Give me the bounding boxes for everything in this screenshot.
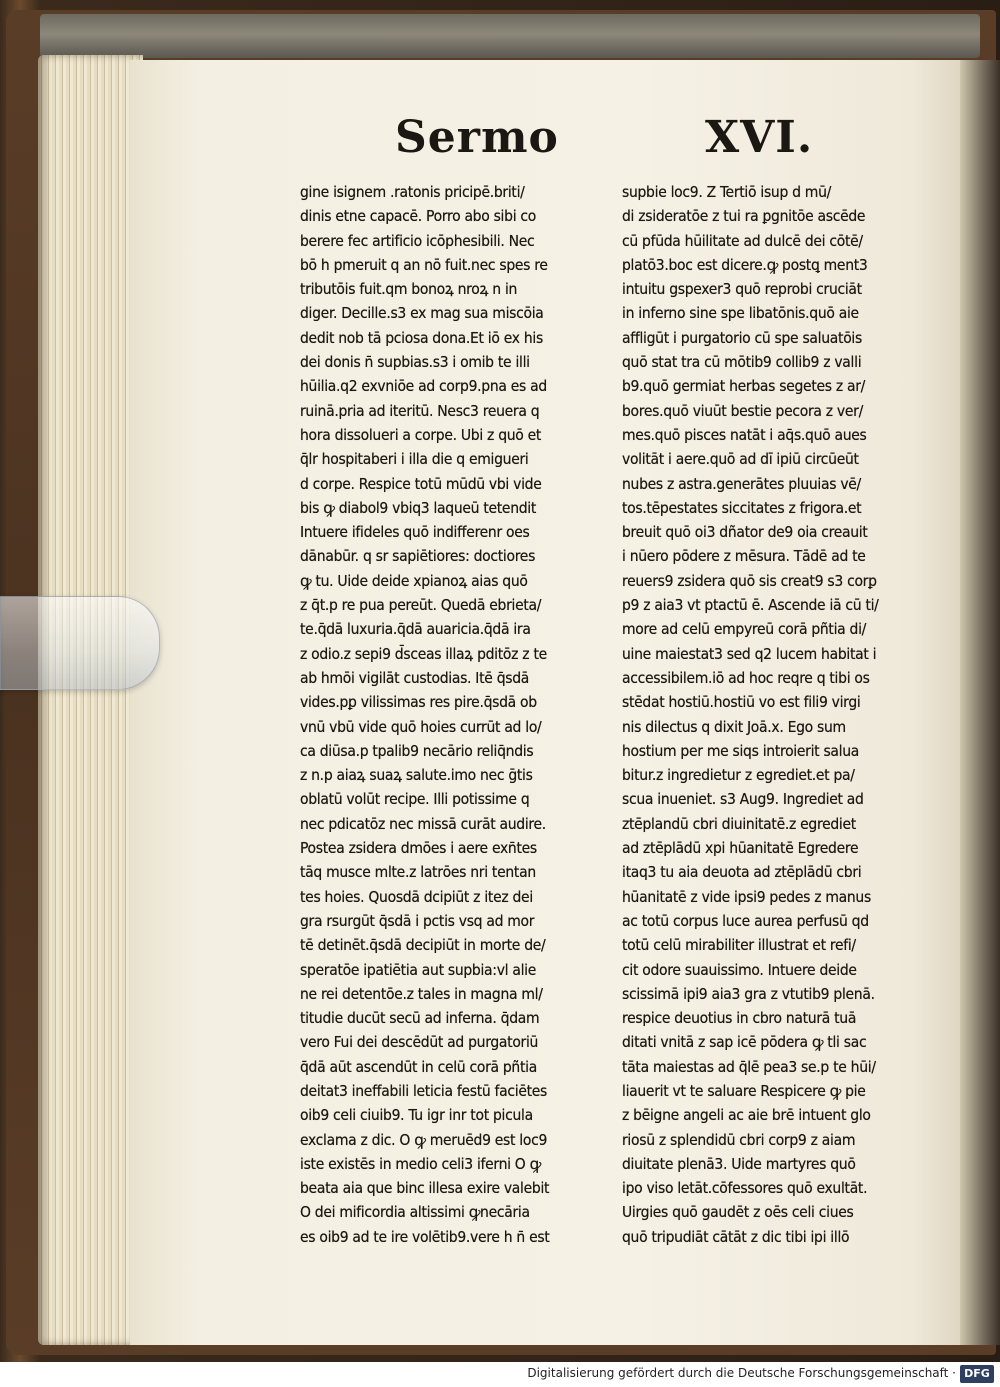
text-line: totū celū mirabiliter illustrat et refi/ — [622, 936, 856, 955]
text-line: berere fec artificio icōphesibili. Nec — [300, 231, 535, 250]
text-line: dinis etne capacē. Porro abo sibi co — [300, 207, 536, 226]
text-line: b9.quō germiat herbas segetes z ar/ — [622, 377, 866, 396]
text-line: bores.quō viuūt bestie pecora z ver/ — [622, 401, 863, 420]
text-line: vides.pꝑ vilissimas res pire.q̄sdā ob — [300, 693, 537, 712]
text-line: accessibilem.iō ad hoc reqre q tibi os — [622, 668, 870, 687]
heading-number: XVI. — [705, 112, 814, 163]
text-line: i nūero pōdere z mēsura. Tādē ad te — [622, 547, 866, 566]
text-line: oblatū volūt recipe. Illi potissime q — [300, 790, 530, 809]
text-line: dei donis n̄ supbias.s3 i omib te illi — [300, 353, 530, 372]
text-line: nubes z astra.generātes pluuias vē/ — [622, 474, 861, 493]
text-line: gra rsurgūt q̄sdā i pctis vsq ad mor — [300, 911, 535, 930]
text-line: intuitu gspexer3 quō reprobi cruciāt — [622, 280, 862, 299]
text-line: O dei mificordia altissimi ꝙnecāria — [300, 1203, 530, 1222]
text-line: ne rei detentōe.z tales in magna ml/ — [300, 984, 543, 1003]
text-line: bō h pmeruit q an nō fuit.nec spes re — [300, 255, 548, 274]
text-line: ca diūsa.p tpalib9 necārio reliq̄ndis — [300, 741, 534, 760]
text-line: q̄lr hospitaberi i illa die q emigueri — [300, 450, 529, 469]
text-line: z bēigne angeli ac aie brē intuent glo — [622, 1106, 871, 1125]
text-column-left — [300, 180, 600, 1249]
text-line: mes.quō pisces natāt i aq̄s.quō aues — [622, 425, 867, 444]
text-line: speratōe ipatiētia aut supbia:vl alie — [300, 960, 537, 979]
text-line: scua inueniet. s3 Aug9. Ingrediet ad — [622, 790, 864, 809]
text-line: hostium per me siqs introierit salua — [622, 741, 860, 760]
text-line: bis ꝙ diabol9 vbiq3 laqueū tetendit — [300, 498, 537, 517]
text-line: z odio.z sepi9 d̄sceas illaꝝ pditōz z te — [300, 644, 547, 663]
text-line: cū pfūda hūilitate ad dulcē dei cōtē/ — [622, 231, 863, 250]
text-line: dedit nob tā pciosa dona.Et iō ex his — [300, 328, 543, 347]
text-line: liauerit vt te saluare Respicere ꝙ pie — [622, 1081, 866, 1100]
page-gutter — [960, 60, 1000, 1345]
text-line: nis dilectus q dixit Joā.x. Ego sum — [622, 717, 846, 736]
text-line: ab hmōi vigilāt custodias. Itē q̄sdā — [300, 668, 530, 687]
text-line: hūanitatē z vide ipsi9 pedes z manus — [622, 887, 871, 906]
text-line: ac totū corpus luce aurea perfusū qd — [622, 911, 869, 930]
text-line: ipo viso letāt.cōfessores quō exultāt. — [622, 1179, 868, 1198]
text-line: quō stat tra cū mōtib9 collib9 z valli — [622, 353, 862, 372]
text-line: ad ztēplādū xpi hūanitatē Egredere — [622, 839, 859, 858]
book-clip — [0, 596, 160, 690]
text-line: in inferno sine spe libatōnis.quō aie — [622, 304, 859, 323]
text-line: stēdat hostiū.hostiū vo est fili9 virgi — [622, 693, 861, 712]
text-line: vnū vbū vide quō hoies currūt ad lo/ — [300, 717, 542, 736]
text-line: z n.p aiaꝝ suaꝝ salute.imo nec ḡtis — [300, 766, 533, 785]
text-line: tāq musce mlte.z latrōes nri tentan — [300, 863, 536, 882]
text-line: vero Fui dei descēdūt ad purgatoriū — [300, 1033, 539, 1052]
text-line: Intuere ifideles quō indifferenr oes — [300, 523, 530, 542]
text-line: tos.tēpestates siccitates z frigora.et — [622, 498, 862, 517]
text-line: Postea zsidera dmōes i aere exn̄tes — [300, 839, 537, 858]
text-line: exclama z dic. O ꝙ meruēd9 est loc9 — [300, 1130, 548, 1149]
text-line: more ad celū empyreū corā pñtia di/ — [622, 620, 867, 639]
page-stack-edges — [38, 55, 143, 1345]
text-line: gine isignem .ratonis pricipē.briti/ — [300, 183, 525, 201]
text-line: di zsideratōe z tui ra ꝑgnitōe ascēde — [622, 207, 866, 226]
text-line: respice deuotius in cbro naturā tuā — [622, 1009, 857, 1028]
page-heading — [395, 112, 815, 172]
text-line: ruinā.pria ad iteritū. Nesc3 reuera q — [300, 401, 540, 420]
text-line: bitur.z ingredietur z egrediet.et pa/ — [622, 766, 855, 785]
text-line: deitat3 ineffabili leticia festū faciētes — [300, 1081, 548, 1100]
footer-bar — [0, 1362, 1000, 1387]
text-line: ztēplandū cbri diuinitatē.z egrediet — [622, 814, 856, 833]
text-line: reuers9 zsidera quō sis creat9 s3 corꝑ — [622, 571, 877, 590]
text-column-right — [622, 180, 922, 1249]
text-line: iste existēs in medio celi3 iferni O ꝙ — [300, 1154, 541, 1173]
text-line: dānabūr. q sr sapiētiores: doctiores — [300, 547, 536, 566]
text-line: affligūt i purgatorio cū spe saluatōis — [622, 328, 862, 347]
text-line: titudie ducūt secū ad inferna. q̄dam — [300, 1009, 540, 1028]
text-line: ditati vnitā z sap icē pōdera ꝙ tli sac — [622, 1033, 867, 1052]
text-line: nec pdicatōz nec missā curāt audire. — [300, 814, 546, 833]
dfg-logo: DFG — [960, 1365, 994, 1383]
text-line: ꝙ tu. Uide deide xpianoꝝ aias quō — [300, 571, 528, 590]
text-line: diger. Decille.s3 ex mag sua miscōia — [300, 304, 544, 323]
text-line: diuitate plenā3. Uide martyres quō — [622, 1154, 856, 1173]
text-line: tributōis fuit.qm bonoꝝ nroꝝ n in — [300, 280, 518, 299]
text-line: z q̄t.p re pua pereūt. Quedā ebrieta/ — [300, 596, 542, 615]
text-line: cit odore suauissimo. Intuere deide — [622, 960, 857, 979]
text-line: tes hoies. Quosdā dcipiūt z itez dei — [300, 887, 533, 906]
heading-sermo: Sermo — [395, 112, 559, 163]
text-line: beata aia que binc illesa exire valebit — [300, 1179, 550, 1198]
text-line: supbie loc9. Z Tertiō isup d mū/ — [622, 183, 832, 201]
text-line: te.q̄dā luxuria.q̄dā auaricia.q̄dā ira — [300, 620, 531, 639]
text-line: scissimā ipi9 aia3 gra z vtutib9 plenā. — [622, 984, 875, 1003]
text-line: hora dissolueri a corpe. Ubi z quō et — [300, 425, 542, 444]
text-line: Uirgies quō gaudēt z oēs celi ciues — [622, 1203, 854, 1222]
text-line: es oib9 ad te ire volētib9.vere h n̄ est — [300, 1227, 550, 1246]
text-line: q̄dā aūt ascendūt in celū corā pñtia — [300, 1057, 537, 1076]
text-line: volitāt i aere.quō ad dī ipiū circūeūt — [622, 450, 859, 469]
funding-credit: Digitalisierung gefördert durch die Deutsche Forschungsgemeinschaft · — [527, 1366, 956, 1380]
text-line: uine maiestat3 sed q2 lucem habitat i — [622, 644, 877, 663]
text-line: itaq3 tu aia deuota ad ztēplādū cbri — [622, 863, 862, 882]
text-line: oib9 celi ciuib9. Tu igr inr tot picula — [300, 1106, 533, 1125]
text-line: hūilia.q2 exvniōe ad corp9.pna es ad — [300, 377, 547, 396]
text-line: tāta maiestas ad q̄lē pea3 se.p te hūi/ — [622, 1057, 876, 1076]
text-line: d corpe. Respice totū mūdū vbi vide — [300, 474, 542, 493]
book-top-edge — [40, 14, 980, 58]
text-line: platō3.boc est dicere.ꝙ postꝗ ment3 — [622, 255, 868, 274]
text-line: breuit quō oi3 dñator de9 oia creauit — [622, 523, 868, 542]
text-line: p9 z aia3 vt ptactū ē. Ascende iā cū ti/ — [622, 596, 879, 615]
text-line: quō tripudiāt cātāt z dic tibi ipi illō — [622, 1227, 850, 1246]
text-line: riosū z splendidū cbri corp9 z aiam — [622, 1130, 856, 1149]
text-line: tē detinēt.q̄sdā decipiūt in morte de/ — [300, 936, 546, 955]
